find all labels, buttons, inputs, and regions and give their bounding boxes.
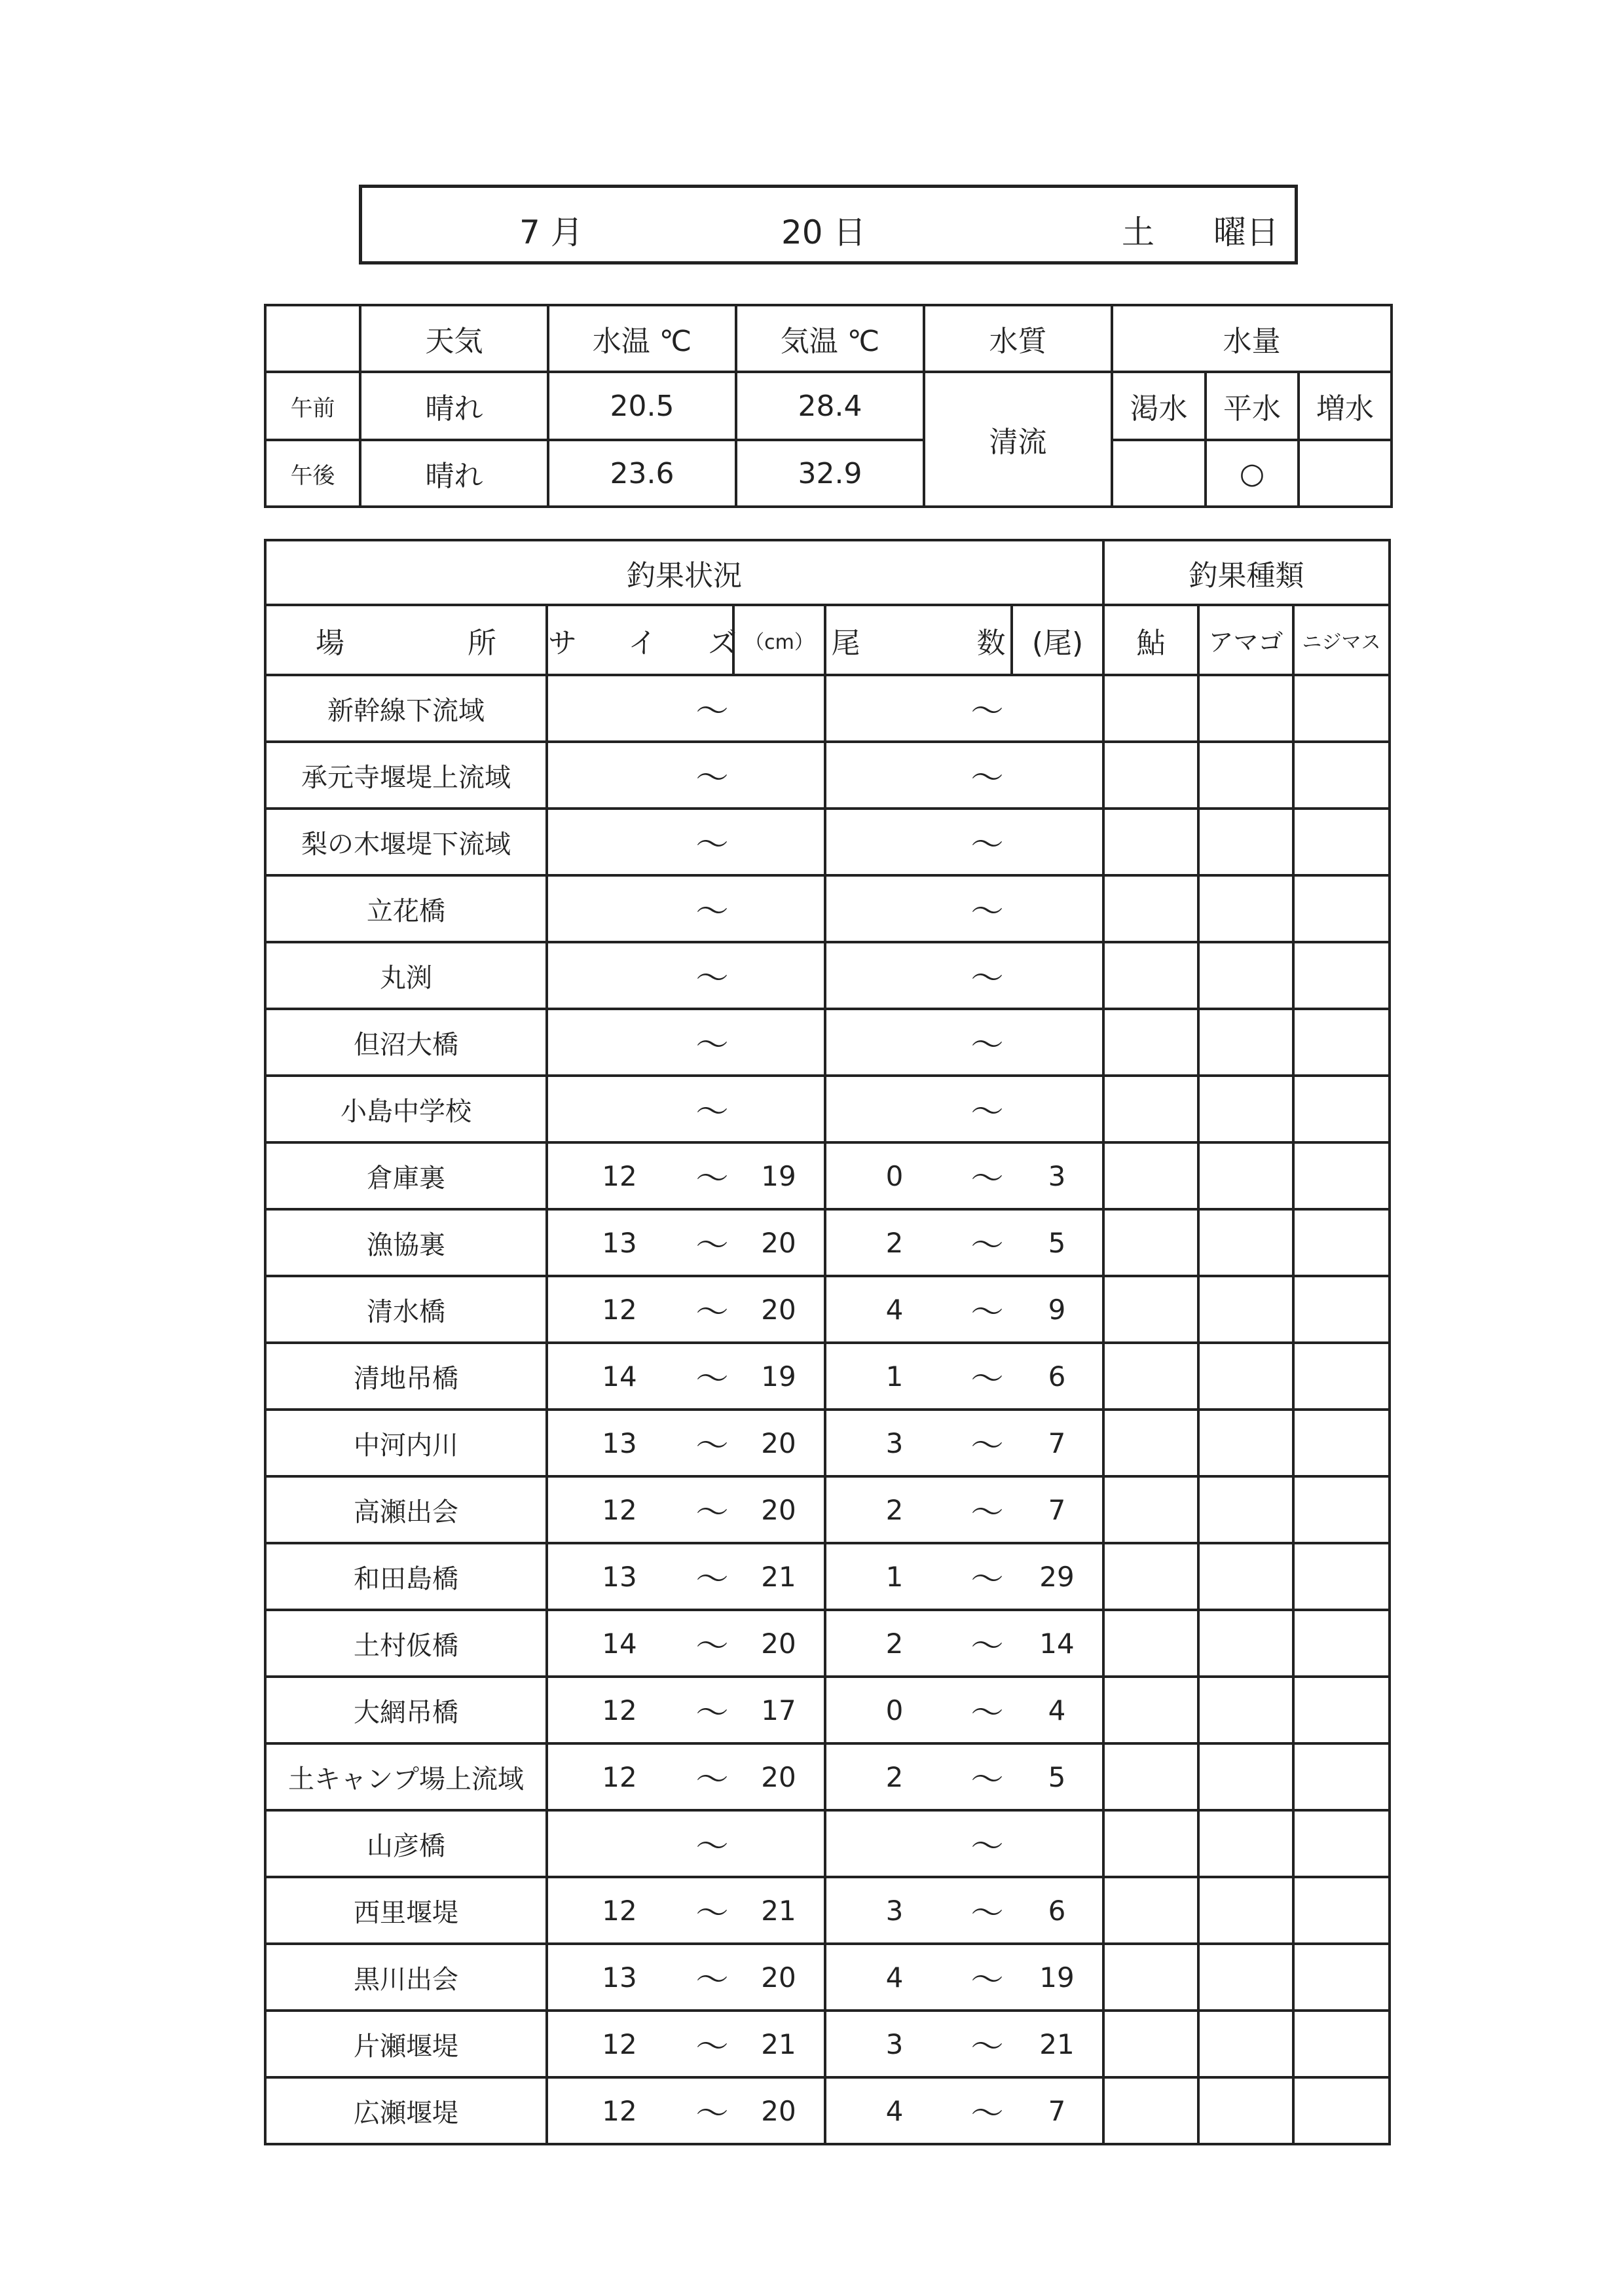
ayu-cell (1103, 1877, 1198, 1944)
place-cell: 新幹線下流域 (265, 675, 547, 742)
place-cell: 大網吊橋 (265, 1677, 547, 1743)
size-tilde: 〜 (691, 1142, 733, 1209)
count-header-1: 尾 (831, 626, 860, 660)
size-min-cell: 13 (547, 1410, 691, 1476)
amago-cell (1198, 2077, 1293, 2144)
am-air-temp: 28.4 (736, 372, 924, 440)
size-tilde: 〜 (691, 1009, 733, 1076)
date-header (359, 185, 1298, 264)
volume-high-mark (1299, 440, 1392, 507)
amago-cell (1198, 809, 1293, 875)
size-tilde: 〜 (691, 1476, 733, 1543)
ayu-cell (1103, 1343, 1198, 1410)
weather-table (264, 304, 1393, 508)
ayu-cell (1103, 942, 1198, 1009)
weather-corner-cell (265, 305, 360, 372)
count-max-cell: 7 (1012, 2077, 1103, 2144)
amago-cell (1198, 1276, 1293, 1343)
niji-cell (1293, 1677, 1390, 1743)
count-min-cell: 4 (825, 1276, 963, 1343)
count-tilde: 〜 (963, 2077, 1012, 2144)
count-max-cell: 19 (1012, 1944, 1103, 2011)
size-max-cell: 20 (733, 1410, 825, 1476)
catch-table (264, 539, 1391, 2145)
place-cell: 山彦橋 (265, 1810, 547, 1877)
count-min-cell (825, 942, 963, 1009)
col-water-quality: 水質 (924, 305, 1112, 372)
amago-cell (1198, 942, 1293, 1009)
size-unit-header: （cm） (733, 605, 825, 675)
count-min-cell (825, 1009, 963, 1076)
size-min-cell: 12 (547, 1476, 691, 1543)
am-weather: 晴れ (360, 372, 548, 440)
amago-cell (1198, 1543, 1293, 1610)
size-min-cell: 12 (547, 1142, 691, 1209)
am-water-temp: 20.5 (548, 372, 736, 440)
size-tilde: 〜 (691, 1543, 733, 1610)
count-tilde: 〜 (963, 1543, 1012, 1610)
count-min-cell (825, 742, 963, 809)
count-max-cell: 5 (1012, 1743, 1103, 1810)
place-cell: 片瀬堰堤 (265, 2011, 547, 2077)
table-row (265, 1877, 1390, 1944)
table-row (265, 675, 1390, 742)
ayu-cell (1103, 1142, 1198, 1209)
volume-normal-mark: ○ (1206, 440, 1299, 507)
count-tilde: 〜 (963, 1410, 1012, 1476)
niji-cell (1293, 1142, 1390, 1209)
size-max-cell: 19 (733, 1343, 825, 1410)
size-max-cell: 21 (733, 1543, 825, 1610)
niji-cell (1293, 1743, 1390, 1810)
size-min-cell (547, 742, 691, 809)
count-min-cell: 0 (825, 1142, 963, 1209)
count-min-cell: 3 (825, 1410, 963, 1476)
table-row (265, 742, 1390, 809)
size-max-cell (733, 1009, 825, 1076)
table-row (265, 809, 1390, 875)
ayu-cell (1103, 1476, 1198, 1543)
size-header-2: イ (628, 626, 657, 660)
amago-cell (1198, 1743, 1293, 1810)
size-min-cell: 13 (547, 1209, 691, 1276)
weekday-label: 土 (1122, 213, 1154, 251)
amago-header: アマゴ (1198, 605, 1293, 675)
size-max-cell (733, 675, 825, 742)
size-tilde: 〜 (691, 1677, 733, 1743)
size-max-cell (733, 742, 825, 809)
ayu-cell (1103, 675, 1198, 742)
count-tilde: 〜 (963, 1877, 1012, 1944)
count-min-cell (825, 1076, 963, 1142)
pm-air-temp: 32.9 (736, 440, 924, 507)
niji-cell (1293, 1410, 1390, 1476)
size-tilde: 〜 (691, 1877, 733, 1944)
niji-header: ニジマス (1293, 605, 1390, 675)
count-max-cell (1012, 675, 1103, 742)
niji-cell (1293, 1944, 1390, 2011)
ayu-cell (1103, 1543, 1198, 1610)
count-min-cell (825, 875, 963, 942)
pm-weather: 晴れ (360, 440, 548, 507)
count-max-cell: 9 (1012, 1276, 1103, 1343)
size-tilde: 〜 (691, 675, 733, 742)
size-min-cell: 12 (547, 1276, 691, 1343)
place-cell: 黒川出会 (265, 1944, 547, 2011)
niji-cell (1293, 875, 1390, 942)
niji-cell (1293, 1543, 1390, 1610)
amago-cell (1198, 675, 1293, 742)
place-cell: 梨の木堰堤下流域 (265, 809, 547, 875)
size-min-cell: 12 (547, 1743, 691, 1810)
size-min-cell (547, 1076, 691, 1142)
pm-label: 午後 (265, 440, 360, 507)
amago-cell (1198, 1944, 1293, 2011)
ayu-cell (1103, 1677, 1198, 1743)
count-tilde: 〜 (963, 2011, 1012, 2077)
ayu-cell (1103, 1276, 1198, 1343)
niji-cell (1293, 2077, 1390, 2144)
count-min-cell: 1 (825, 1543, 963, 1610)
count-max-cell (1012, 1009, 1103, 1076)
size-max-cell: 20 (733, 2077, 825, 2144)
size-tilde: 〜 (691, 875, 733, 942)
size-max-cell (733, 809, 825, 875)
size-max-cell: 21 (733, 1877, 825, 1944)
count-min-cell (825, 1810, 963, 1877)
count-max-cell (1012, 742, 1103, 809)
ayu-header: 鮎 (1103, 605, 1198, 675)
place-cell: 中河内川 (265, 1410, 547, 1476)
count-max-cell: 29 (1012, 1543, 1103, 1610)
amago-cell (1198, 1009, 1293, 1076)
place-cell: 土キャンプ場上流域 (265, 1743, 547, 1810)
amago-cell (1198, 875, 1293, 942)
count-tilde: 〜 (963, 742, 1012, 809)
count-tilde: 〜 (963, 1076, 1012, 1142)
count-max-cell: 6 (1012, 1877, 1103, 1944)
count-tilde: 〜 (963, 1743, 1012, 1810)
size-tilde: 〜 (691, 1276, 733, 1343)
niji-cell (1293, 1076, 1390, 1142)
place-header-2: 所 (468, 626, 496, 660)
size-max-cell: 19 (733, 1142, 825, 1209)
table-row (265, 1810, 1390, 1877)
table-row (265, 2077, 1390, 2144)
count-header-2: 数 (976, 626, 1006, 660)
count-tilde: 〜 (963, 1142, 1012, 1209)
niji-cell (1293, 1877, 1390, 1944)
count-min-cell (825, 675, 963, 742)
size-header (547, 605, 737, 675)
place-cell: 広瀬堰堤 (265, 2077, 547, 2144)
count-tilde: 〜 (963, 1009, 1012, 1076)
col-weather: 天気 (360, 305, 548, 372)
place-cell: 漁協裏 (265, 1209, 547, 1276)
table-row (265, 1543, 1390, 1610)
ayu-cell (1103, 1076, 1198, 1142)
amago-cell (1198, 1076, 1293, 1142)
count-min-cell: 4 (825, 2077, 963, 2144)
size-max-cell: 20 (733, 1743, 825, 1810)
table-row (265, 1142, 1390, 1209)
count-min-cell: 4 (825, 1944, 963, 2011)
size-max-cell: 20 (733, 1944, 825, 2011)
table-row (265, 1209, 1390, 1276)
ayu-cell (1103, 742, 1198, 809)
count-max-cell: 5 (1012, 1209, 1103, 1276)
amago-cell (1198, 1476, 1293, 1543)
count-max-cell: 14 (1012, 1610, 1103, 1677)
size-min-cell: 14 (547, 1610, 691, 1677)
size-min-cell (547, 675, 691, 742)
table-row (265, 1476, 1390, 1543)
count-tilde: 〜 (963, 1677, 1012, 1743)
size-header-3: ズ (708, 626, 737, 660)
table-row (265, 1944, 1390, 2011)
size-tilde: 〜 (691, 2011, 733, 2077)
amago-cell (1198, 1343, 1293, 1410)
table-row (265, 1009, 1390, 1076)
size-max-cell: 20 (733, 1209, 825, 1276)
place-cell: 土村仮橋 (265, 1610, 547, 1677)
amago-cell (1198, 1209, 1293, 1276)
size-min-cell: 14 (547, 1343, 691, 1410)
size-tilde: 〜 (691, 1743, 733, 1810)
volume-high-label: 増水 (1299, 372, 1392, 440)
count-max-cell (1012, 942, 1103, 1009)
amago-cell (1198, 1610, 1293, 1677)
place-cell: 清地吊橋 (265, 1343, 547, 1410)
count-min-cell: 2 (825, 1743, 963, 1810)
count-min-cell: 2 (825, 1610, 963, 1677)
col-water-volume: 水量 (1112, 305, 1392, 372)
size-min-cell: 13 (547, 1944, 691, 2011)
size-max-cell: 20 (733, 1276, 825, 1343)
table-row (265, 875, 1390, 942)
count-tilde: 〜 (963, 875, 1012, 942)
size-max-cell (733, 1076, 825, 1142)
count-max-cell: 7 (1012, 1410, 1103, 1476)
size-tilde: 〜 (691, 2077, 733, 2144)
place-cell: 清水橋 (265, 1276, 547, 1343)
count-min-cell: 0 (825, 1677, 963, 1743)
ayu-cell (1103, 1009, 1198, 1076)
count-min-cell: 2 (825, 1209, 963, 1276)
catch-status-title: 釣果状況 (265, 540, 1103, 605)
size-header-1: サ (548, 626, 577, 660)
ayu-cell (1103, 875, 1198, 942)
count-min-cell: 3 (825, 2011, 963, 2077)
place-cell: 丸渕 (265, 942, 547, 1009)
count-tilde: 〜 (963, 1209, 1012, 1276)
size-tilde: 〜 (691, 742, 733, 809)
niji-cell (1293, 742, 1390, 809)
count-max-cell (1012, 1810, 1103, 1877)
ayu-cell (1103, 1944, 1198, 2011)
table-row (265, 942, 1390, 1009)
count-tilde: 〜 (963, 809, 1012, 875)
niji-cell (1293, 1009, 1390, 1076)
count-max-cell: 7 (1012, 1476, 1103, 1543)
ayu-cell (1103, 1810, 1198, 1877)
place-cell: 和田島橋 (265, 1543, 547, 1610)
niji-cell (1293, 942, 1390, 1009)
amago-cell (1198, 1142, 1293, 1209)
count-min-cell (825, 809, 963, 875)
count-unit-header: (尾) (1012, 605, 1103, 675)
table-row (265, 1076, 1390, 1142)
ayu-cell (1103, 2011, 1198, 2077)
size-tilde: 〜 (691, 1944, 733, 2011)
size-min-cell (547, 942, 691, 1009)
niji-cell (1293, 809, 1390, 875)
catch-species-title: 釣果種類 (1103, 540, 1390, 605)
amago-cell (1198, 742, 1293, 809)
count-max-cell (1012, 1076, 1103, 1142)
volume-low-mark (1112, 440, 1206, 507)
amago-cell (1198, 1877, 1293, 1944)
size-max-cell: 20 (733, 1610, 825, 1677)
table-row (265, 1677, 1390, 1743)
size-tilde: 〜 (691, 1610, 733, 1677)
table-row (265, 1410, 1390, 1476)
place-header-1: 場 (316, 626, 344, 660)
size-tilde: 〜 (691, 1810, 733, 1877)
size-tilde: 〜 (691, 1076, 733, 1142)
amago-cell (1198, 2011, 1293, 2077)
count-min-cell: 3 (825, 1877, 963, 1944)
col-water-temp: 水温 ℃ (548, 305, 736, 372)
place-cell: 但沼大橋 (265, 1009, 547, 1076)
count-tilde: 〜 (963, 675, 1012, 742)
size-min-cell: 12 (547, 2011, 691, 2077)
table-row (265, 1343, 1390, 1410)
table-row (265, 1610, 1390, 1677)
am-label: 午前 (265, 372, 360, 440)
size-tilde: 〜 (691, 809, 733, 875)
size-min-cell (547, 1810, 691, 1877)
size-min-cell: 12 (547, 1877, 691, 1944)
volume-low-label: 渇水 (1112, 372, 1206, 440)
size-tilde: 〜 (691, 1343, 733, 1410)
pm-water-temp: 23.6 (548, 440, 736, 507)
place-cell: 承元寺堰堤上流域 (265, 742, 547, 809)
count-min-cell: 2 (825, 1476, 963, 1543)
count-max-cell: 3 (1012, 1142, 1103, 1209)
count-tilde: 〜 (963, 1610, 1012, 1677)
niji-cell (1293, 1209, 1390, 1276)
size-min-cell (547, 809, 691, 875)
ayu-cell (1103, 1410, 1198, 1476)
size-max-cell: 21 (733, 2011, 825, 2077)
size-max-cell (733, 1810, 825, 1877)
ayu-cell (1103, 1743, 1198, 1810)
size-min-cell (547, 1009, 691, 1076)
niji-cell (1293, 1343, 1390, 1410)
place-cell: 立花橋 (265, 875, 547, 942)
amago-cell (1198, 1410, 1293, 1476)
niji-cell (1293, 675, 1390, 742)
size-max-cell (733, 942, 825, 1009)
place-cell: 西里堰堤 (265, 1877, 547, 1944)
count-tilde: 〜 (963, 1276, 1012, 1343)
month-label: 7 月 (519, 213, 583, 251)
niji-cell (1293, 1810, 1390, 1877)
count-max-cell: 21 (1012, 2011, 1103, 2077)
ayu-cell (1103, 2077, 1198, 2144)
size-max-cell: 17 (733, 1677, 825, 1743)
count-max-cell: 4 (1012, 1677, 1103, 1743)
volume-normal-label: 平水 (1206, 372, 1299, 440)
size-tilde: 〜 (691, 1209, 733, 1276)
count-tilde: 〜 (963, 1343, 1012, 1410)
size-min-cell: 12 (547, 1677, 691, 1743)
size-max-cell: 20 (733, 1476, 825, 1543)
count-max-cell (1012, 809, 1103, 875)
count-max-cell: 6 (1012, 1343, 1103, 1410)
ayu-cell (1103, 809, 1198, 875)
count-tilde: 〜 (963, 942, 1012, 1009)
place-cell: 小島中学校 (265, 1076, 547, 1142)
ayu-cell (1103, 1209, 1198, 1276)
count-tilde: 〜 (963, 1476, 1012, 1543)
niji-cell (1293, 1276, 1390, 1343)
amago-cell (1198, 1677, 1293, 1743)
niji-cell (1293, 2011, 1390, 2077)
niji-cell (1293, 1476, 1390, 1543)
col-air-temp: 気温 ℃ (736, 305, 924, 372)
place-cell: 倉庫裏 (265, 1142, 547, 1209)
water-quality-value: 清流 (924, 372, 1112, 507)
count-header (825, 605, 1012, 675)
table-row (265, 1276, 1390, 1343)
count-max-cell (1012, 875, 1103, 942)
table-row (265, 2011, 1390, 2077)
amago-cell (1198, 1810, 1293, 1877)
table-row (265, 1743, 1390, 1810)
size-max-cell (733, 875, 825, 942)
ayu-cell (1103, 1610, 1198, 1677)
place-cell: 高瀬出会 (265, 1476, 547, 1543)
weekday-suffix: 曜日 (1213, 213, 1279, 251)
count-tilde: 〜 (963, 1944, 1012, 2011)
size-tilde: 〜 (691, 942, 733, 1009)
count-min-cell: 1 (825, 1343, 963, 1410)
niji-cell (1293, 1610, 1390, 1677)
size-min-cell: 13 (547, 1543, 691, 1610)
size-min-cell: 12 (547, 2077, 691, 2144)
day-label: 20 日 (781, 213, 866, 251)
count-tilde: 〜 (963, 1810, 1012, 1877)
size-min-cell (547, 875, 691, 942)
place-header (265, 605, 547, 675)
size-tilde: 〜 (691, 1410, 733, 1476)
